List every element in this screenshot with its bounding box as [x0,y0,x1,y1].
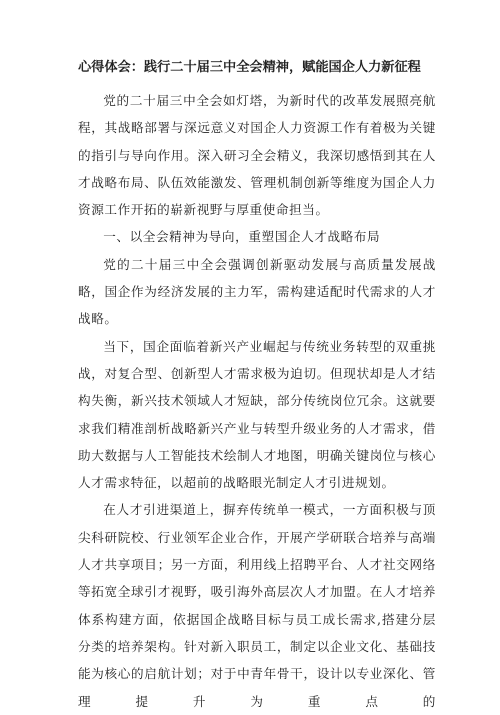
document-body [78,54,436,715]
intro-paragraph: 党的二十届三中全会如灯塔，为新时代的改革发展照亮航程，其战略部署与深远意义对国企人力资源工作有着极为关键的指引与导向作用。深入研习全会精义，我深切感悟到其在人才战略布局、队伍效能激发、管理机制创新等维度为国企人力资源工作开拓的崭新视野与厚重使命担当。 [78,93,436,218]
section-paragraph-2: 当下，国企面临着新兴产业崛起与传统业务转型的双重挑战，对复合型、创新型人才需求极为迫切。但现状却是人才结构失衡，新兴技术领域人才短缺，部分传统岗位冗余。这就要求我们精准剖析战略新兴产业与转型升级业务的人才需求，借助大数据与人工智能技术绘制人才地图，明确关键岗位与核心人才需求特征，以超前的战略眼光制定人才引进规划。 [78,338,436,491]
document-title: 心得体会：践行二十届三中全会精神，赋能国企人力新征程 [78,60,421,75]
section-paragraph-1: 党的二十届三中全会强调创新驱动发展与高质量发展战略，国企作为经济发展的主力军，需构建适配时代需求的人才战略。 [78,256,436,327]
section-paragraph-3: 在人才引进渠道上，摒弃传统单一模式，一方面积极与顶尖科研院校、行业领军企业合作，开展产学研联合培养与高端人才共享项目；另一方面，利用线上招聘平台、人才社交网络等拓宽全球引才视野，吸引海外高层次人才加盟。在人才培养体系构建方面，依据国企战略目标与员工成长需求,搭建分层分类的培养架构。针对新入职员工，制定以企业文化、基础技能为核心的启航计划；对于中青年骨干，设计以专业深化、管理提升为重点的 [78,502,436,709]
section-heading: 一、以全会精神为导向，重塑国企人才战略布局 [103,229,381,245]
